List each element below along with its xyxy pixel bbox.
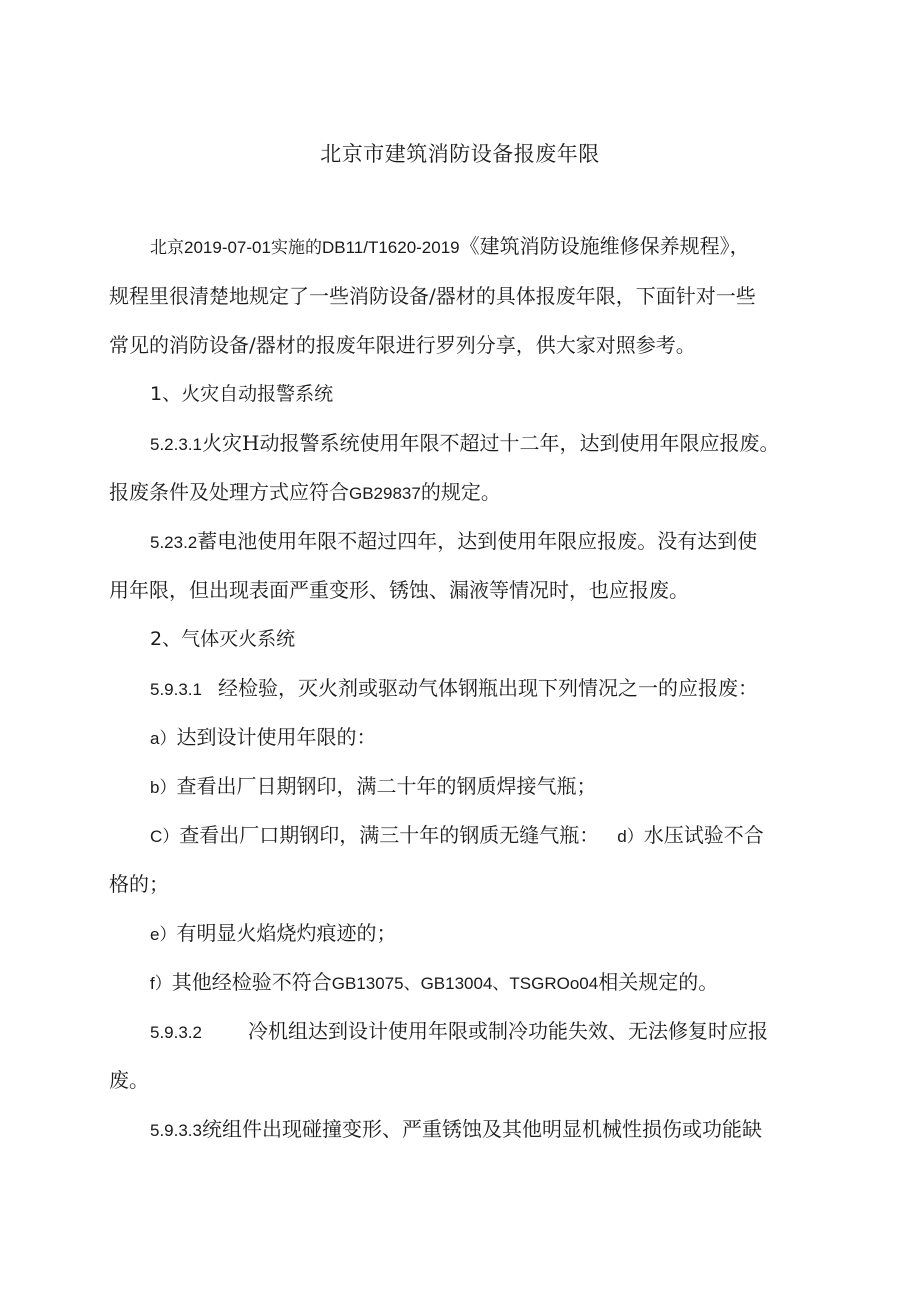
list-text: 查看出厂口期钢印，满三十年的钢质无缝气瓶： [179,823,600,847]
list-marker: b） [150,778,177,797]
list-text: 查看出厂日期钢印，满二十年的钢质焊接气瓶； [176,774,597,798]
document-title: 北京市建筑消防设备报废年限 [320,142,600,166]
list-marker: C） [150,827,180,846]
clause-number: 5.2.3.1 [150,435,202,454]
clause-5231-line-1 [150,429,855,459]
clause-text: 的规定。 [420,480,501,504]
list-item-e [150,919,855,949]
clause-5932-line-1 [150,1017,855,1047]
list-text: 达到设计使用年限的： [176,725,377,749]
section-heading-fire-alarm: 1、火灾自动报警系统 [150,383,334,405]
list-marker: a） [150,729,177,748]
list-item-f [150,968,855,998]
intro-line-3: 常见的消防设备/器材的报废年限进行罗列分享，供大家对照参考。 [109,333,696,357]
clause-5931-line-1 [150,674,855,704]
clause-number: 5.9.3.3 [150,1121,202,1140]
clause-5933-line-1 [150,1115,855,1145]
clause-number: 5.9.3.2 [150,1023,202,1042]
clause-number: 5.23.2 [150,533,198,552]
clause-text: 蓄电池使用年限不超过四年，达到使用年限应报废。没有达到使 [197,529,758,553]
list-item-c-d [150,821,855,851]
clause-5932-line-2: 废。 [109,1068,149,1092]
list-marker: d） [617,827,644,846]
clause-text: 报废条件及处理方式应符合 [109,480,349,504]
list-item-a [150,723,855,753]
section-heading-gas-extinguishing: 2、气体灭火系统 [150,628,296,650]
clause-5232-line-2: 用年限，但出现表面严重变形、锈蚀、漏液等情况时，也应报废。 [109,578,689,602]
intro-standard-name: 《建筑消防设施维修保养规程》， [459,234,750,258]
clause-text: 火灾H动报警系统使用年限不超过十二年，达到使用年限应报废。 [202,431,780,455]
list-item-d-continued: 格的； [109,872,169,896]
list-text: 水压试验不合 [643,823,764,847]
intro-line-1 [150,232,855,262]
standard-ref: GB13075、GB13004、TSGROo04 [331,974,599,993]
clause-5232-line-1 [150,527,855,557]
list-text: 有明显火焰烧灼痕迹的； [176,921,397,945]
standard-ref: GB29837 [349,484,421,503]
list-marker: f） [150,974,172,993]
list-marker: e） [150,925,177,944]
list-text: 相关规定的。 [598,970,719,994]
clause-text: 统组件出现碰撞变形、严重锈蚀及其他明显机械性损伤或功能缺 [202,1117,762,1141]
intro-standard-ref: 北京2019-07-01实施的DB11/T1620-2019 [150,238,460,257]
clause-text: 冷机组达到设计使用年限或制冷功能失效、无法修复时应报 [248,1019,768,1043]
clause-5231-line-2 [109,478,814,508]
intro-line-2: 规程里很清楚地规定了一些消防设备/器材的具体报废年限，下面针对一些 [109,284,756,308]
clause-number: 5.9.3.1 [150,680,202,699]
list-text: 其他经检验不符合 [171,970,332,994]
list-item-b [150,772,855,802]
clause-text: 经检验，灭火剂或驱动气体钢瓶出现下列情况之一的应报废： [218,676,758,700]
